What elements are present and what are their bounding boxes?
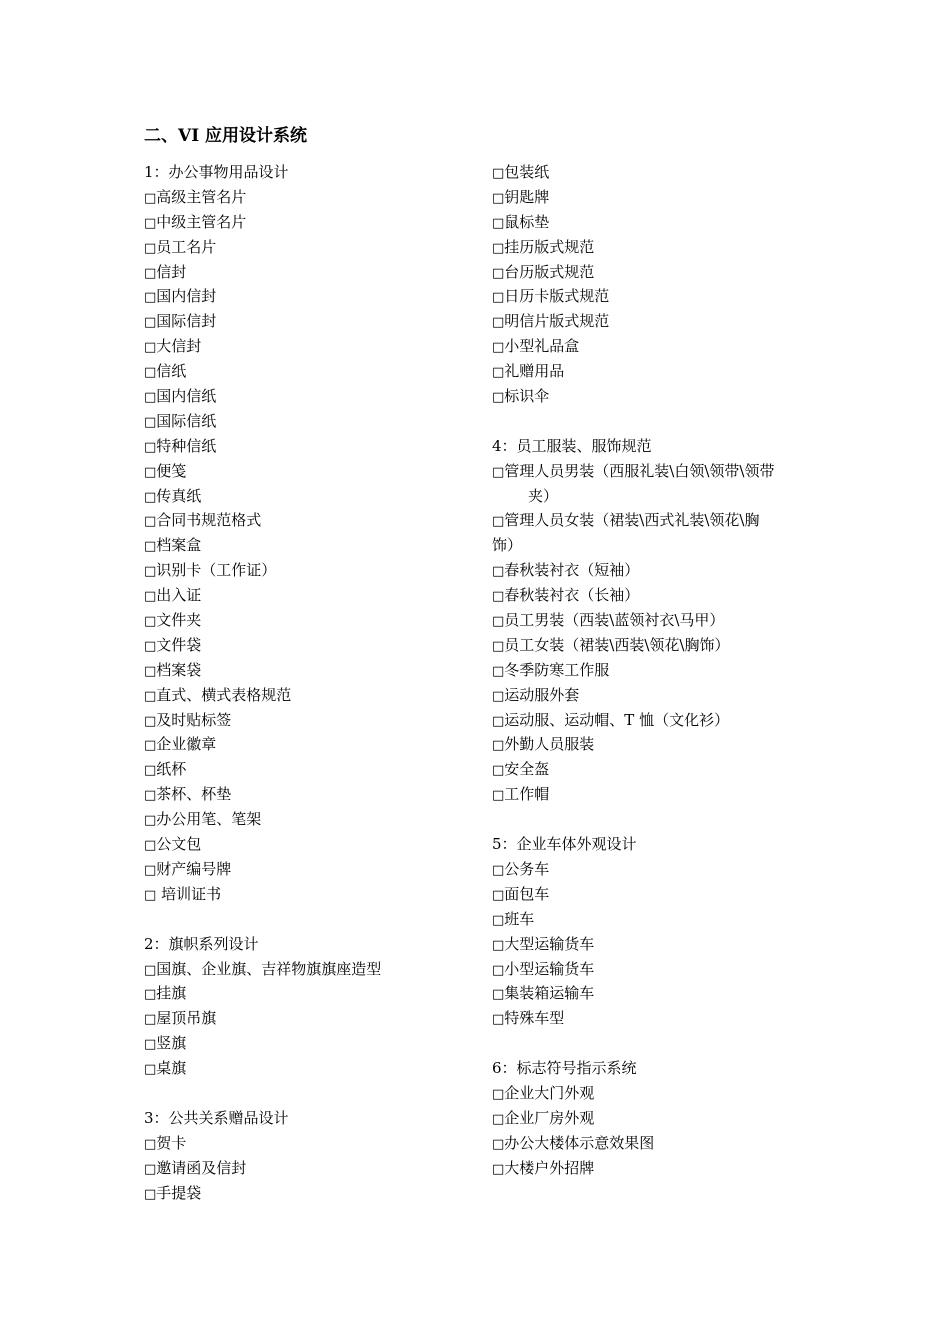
section-heading-text: 5：企业车体外观设计 (492, 835, 637, 854)
checkbox-icon: □ (144, 464, 157, 480)
list-item-label: 档案袋 (156, 660, 202, 679)
list-item (492, 907, 822, 932)
list-item (492, 882, 822, 907)
checkbox-icon: □ (492, 215, 505, 231)
list-item-label: 挂旗 (156, 984, 187, 1003)
list-item-label: 企业厂房外观 (504, 1108, 595, 1127)
section-heading (492, 434, 822, 459)
list-item (144, 384, 474, 409)
checkbox-icon: □ (492, 464, 505, 480)
section-spacer (492, 1031, 822, 1056)
section-spacer (144, 1081, 474, 1106)
list-item (144, 1056, 474, 1081)
checkbox-icon: □ (144, 340, 157, 356)
list-item (144, 434, 474, 459)
list-item (492, 1006, 822, 1031)
checkbox-icon: □ (492, 763, 505, 779)
list-item-label: 企业徽章 (156, 735, 217, 754)
checkbox-icon: □ (144, 1136, 157, 1152)
section-heading (492, 832, 822, 857)
list-item (492, 608, 822, 633)
checkbox-icon: □ (144, 862, 157, 878)
list-item-label: 面包车 (504, 884, 550, 903)
section-heading (144, 932, 474, 957)
list-item (492, 1081, 822, 1106)
list-item-label: 国际信纸 (156, 411, 217, 430)
checkbox-icon: □ (144, 290, 157, 306)
list-item (492, 658, 822, 683)
list-item-label: 员工名片 (156, 237, 217, 256)
checkbox-icon: □ (492, 589, 505, 605)
list-item (492, 708, 822, 733)
checkbox-icon: □ (492, 962, 505, 978)
list-item (144, 309, 474, 334)
checkbox-icon: □ (144, 265, 157, 281)
list-item-label: 挂历版式规范 (504, 237, 595, 256)
list-item-label: 钥匙牌 (504, 187, 550, 206)
list-item-label: 竖旗 (156, 1034, 187, 1053)
list-item (144, 334, 474, 359)
checkbox-icon: □ (144, 414, 157, 430)
list-item-label: 集装箱运输车 (504, 984, 595, 1003)
list-item-label: 邀请函及信封 (156, 1158, 247, 1177)
list-item-label: 信封 (156, 262, 187, 281)
list-item (492, 981, 822, 1006)
list-item (144, 558, 474, 583)
list-item (144, 359, 474, 384)
list-item-label: 小型礼品盒 (504, 337, 580, 356)
checkbox-icon: □ (492, 937, 505, 953)
checkbox-icon: □ (492, 340, 505, 356)
checkbox-icon: □ (144, 1062, 157, 1078)
checkbox-icon: □ (492, 862, 505, 878)
list-item-label: 直式、横式表格规范 (156, 685, 292, 704)
list-item (492, 309, 822, 334)
list-item (144, 185, 474, 210)
list-item (492, 558, 822, 583)
list-item-label: 识别卡（工作证） (156, 561, 277, 580)
list-item-label: 员工男装（西装\蓝领衬衣\马甲） (504, 611, 725, 630)
list-item (144, 782, 474, 807)
list-item-label: 标识伞 (504, 387, 550, 406)
list-item-label: 小型运输货车 (504, 959, 595, 978)
checkbox-icon: □ (492, 190, 505, 206)
list-item-label: 公务车 (504, 859, 550, 878)
list-item-label: 国内信封 (156, 287, 217, 306)
checkbox-icon: □ (144, 638, 157, 654)
list-item-label: 管理人员女装（裙装\西式礼装\领花\胸 (504, 511, 760, 530)
list-item (144, 683, 474, 708)
list-item-label: 运动服外套 (504, 685, 580, 704)
list-item (144, 583, 474, 608)
list-item-label: 办公大楼体示意效果图 (504, 1133, 655, 1152)
checkbox-icon: □ (144, 315, 157, 331)
list-item-label: 合同书规范格式 (156, 511, 262, 530)
list-item (492, 782, 822, 807)
section-heading (144, 1106, 474, 1131)
list-item-label: 饰） (492, 536, 523, 555)
list-item (492, 284, 822, 309)
list-item-label: 茶杯、杯垫 (156, 785, 232, 804)
checkbox-icon: □ (144, 190, 157, 206)
list-item (492, 334, 822, 359)
list-item (492, 160, 822, 185)
checkbox-icon: □ (492, 614, 505, 630)
list-item-label: 明信片版式规范 (504, 312, 610, 331)
checkbox-icon: □ (492, 390, 505, 406)
list-item (492, 1106, 822, 1131)
section-heading-text: 6：标志符号指示系统 (492, 1059, 637, 1078)
checkbox-icon: □ (492, 166, 505, 181)
checkbox-icon: □ (144, 539, 157, 555)
list-item (492, 1131, 822, 1156)
list-item (492, 583, 822, 608)
checkbox-icon: □ (144, 962, 157, 978)
list-item-label: 特种信纸 (156, 436, 217, 455)
checkbox-icon: □ (144, 763, 157, 779)
list-item-label: 礼赠用品 (504, 362, 565, 381)
checkbox-icon: □ (144, 564, 157, 580)
list-item (492, 185, 822, 210)
list-item-label: 大信封 (156, 337, 202, 356)
checkbox-icon: □ (492, 987, 505, 1003)
list-item (144, 508, 474, 533)
list-item (144, 1006, 474, 1031)
checkbox-icon: □ (144, 365, 157, 381)
list-item-label: 班车 (504, 909, 535, 928)
checkbox-icon: □ (144, 663, 157, 679)
list-item-label: 贺卡 (156, 1133, 187, 1152)
list-item (144, 857, 474, 882)
section-spacer (492, 409, 822, 434)
checkbox-icon: □ (492, 1012, 505, 1028)
list-item-label: 公文包 (156, 835, 202, 854)
list-item-label: 运动服、运动帽、T 恤（文化衫） (504, 710, 730, 729)
checkbox-icon: □ (492, 1111, 505, 1127)
section-heading (144, 160, 474, 185)
checkbox-icon: □ (144, 1186, 157, 1202)
list-item (492, 1156, 822, 1181)
list-item-label: 冬季防寒工作服 (504, 660, 610, 679)
list-item (144, 235, 474, 260)
list-item-label: 春秋装衬衣（短袖） (504, 561, 640, 580)
list-item (492, 757, 822, 782)
list-item-label: 鼠标垫 (504, 212, 550, 231)
list-item (144, 708, 474, 733)
list-item-label: 特殊车型 (504, 1009, 565, 1028)
list-item (492, 359, 822, 384)
list-item-label: 出入证 (156, 586, 202, 605)
list-item (492, 210, 822, 235)
section-spacer (144, 907, 474, 932)
checkbox-icon: □ (492, 1161, 505, 1177)
list-item (492, 732, 822, 757)
list-item (144, 210, 474, 235)
list-item-label: 管理人员男装（西服礼装\白领\领带\领带 (504, 461, 775, 480)
checkbox-icon: □ (144, 688, 157, 704)
checkbox-icon: □ (144, 439, 157, 455)
list-item (144, 957, 474, 982)
checkbox-icon: □ (144, 240, 157, 256)
checkbox-icon: □ (492, 638, 505, 654)
checkbox-icon: □ (492, 788, 505, 804)
checkbox-icon: □ (492, 564, 505, 580)
list-item-label: 文件夹 (156, 611, 202, 630)
list-item (492, 633, 822, 658)
checkbox-icon: □ (144, 1161, 157, 1177)
list-item-label: 文件袋 (156, 635, 202, 654)
list-item-label: 桌旗 (156, 1059, 187, 1078)
list-item-label: 高级主管名片 (156, 187, 247, 206)
list-item (492, 857, 822, 882)
section-heading-text: 4：员工服装、服饰规范 (492, 436, 652, 455)
checkbox-icon: □ (144, 813, 157, 829)
list-item (492, 235, 822, 260)
list-item-label: 夹） (528, 486, 559, 505)
list-item (144, 882, 474, 907)
list-item-label: 工作帽 (504, 785, 550, 804)
list-item-label: 中级主管名片 (156, 212, 247, 231)
list-item-continuation (492, 533, 822, 558)
checkbox-icon: □ (492, 663, 505, 679)
checkbox-icon: □ (492, 887, 505, 903)
list-item (144, 1156, 474, 1181)
list-item-label: 包装纸 (504, 163, 550, 181)
checkbox-icon: □ (492, 713, 505, 729)
list-item (144, 1031, 474, 1056)
list-item (144, 633, 474, 658)
list-item-label: 大型运输货车 (504, 934, 595, 953)
checkbox-icon: □ (144, 614, 157, 630)
list-item-label: 春秋装衬衣（长袖） (504, 586, 640, 605)
list-item (492, 957, 822, 982)
checkbox-icon: □ (144, 1037, 157, 1053)
list-item-label: 外勤人员服装 (504, 735, 595, 754)
list-item-label: 国内信纸 (156, 387, 217, 406)
checkbox-icon: □ (492, 688, 505, 704)
list-item (144, 832, 474, 857)
checkbox-icon: □ (144, 838, 157, 854)
checkbox-icon: □ (144, 788, 157, 804)
checkbox-icon: □ (144, 390, 157, 406)
section-heading (492, 1056, 822, 1081)
list-item (144, 658, 474, 683)
checkbox-icon: □ (144, 987, 157, 1003)
checkbox-icon: □ (144, 1012, 157, 1028)
list-item-continuation (492, 484, 822, 509)
checkbox-icon: □ (144, 738, 157, 754)
list-item-label: 传真纸 (156, 486, 202, 505)
checkbox-icon: □ (144, 887, 157, 903)
list-item (144, 409, 474, 434)
list-item (144, 608, 474, 633)
list-item (144, 1131, 474, 1156)
list-item-label: 档案盒 (156, 536, 202, 555)
list-item (144, 732, 474, 757)
checkbox-icon: □ (144, 489, 157, 505)
checkbox-icon: □ (144, 514, 157, 530)
list-item-label: 纸杯 (156, 760, 187, 779)
list-item-label: 企业大门外观 (504, 1083, 595, 1102)
list-item-label: 员工女装（裙装\西装\领花\胸饰） (504, 635, 730, 654)
left-column (144, 160, 474, 1205)
checkbox-icon: □ (492, 912, 505, 928)
checkbox-icon: □ (492, 1136, 505, 1152)
list-item-label: 培训证书 (156, 884, 222, 903)
list-item (492, 683, 822, 708)
list-item-label: 便笺 (156, 461, 187, 480)
list-item-label: 信纸 (156, 362, 187, 381)
list-item (144, 533, 474, 558)
checkbox-icon: □ (144, 713, 157, 729)
checkbox-icon: □ (492, 240, 505, 256)
list-item-label: 大楼户外招牌 (504, 1158, 595, 1177)
list-item (492, 459, 822, 484)
list-item-label: 国旗、企业旗、吉祥物旗旗座造型 (156, 959, 382, 978)
list-item (492, 260, 822, 285)
list-item (144, 981, 474, 1006)
list-item (144, 459, 474, 484)
list-item (144, 757, 474, 782)
checkbox-icon: □ (144, 215, 157, 231)
list-item-label: 办公用笔、笔架 (156, 810, 262, 829)
list-item-label: 安全盔 (504, 760, 550, 779)
list-item-label: 手提袋 (156, 1183, 202, 1202)
list-item (144, 1181, 474, 1206)
list-item (144, 260, 474, 285)
checkbox-icon: □ (492, 265, 505, 281)
section-heading-text: 2：旗帜系列设计 (144, 934, 259, 953)
list-item-label: 日历卡版式规范 (504, 287, 610, 306)
checkbox-icon: □ (144, 589, 157, 605)
list-item-label: 国际信封 (156, 312, 217, 331)
list-item (492, 508, 822, 533)
checkbox-icon: □ (492, 738, 505, 754)
section-heading-text: 3：公共关系赠品设计 (144, 1108, 289, 1127)
checkbox-icon: □ (492, 1086, 505, 1102)
list-item-label: 财产编号牌 (156, 859, 232, 878)
list-item-label: 台历版式规范 (504, 262, 595, 281)
checkbox-icon: □ (492, 290, 505, 306)
checkbox-icon: □ (492, 365, 505, 381)
list-item (492, 932, 822, 957)
list-item (492, 384, 822, 409)
checkbox-icon: □ (492, 514, 505, 530)
page-title: 二、VI 应用设计系统 (144, 126, 308, 146)
list-item-label: 及时贴标签 (156, 710, 232, 729)
section-heading-text: 1：办公事物用品设计 (144, 163, 289, 181)
list-item (144, 484, 474, 509)
checkbox-icon: □ (492, 315, 505, 331)
list-item-label: 屋顶吊旗 (156, 1009, 217, 1028)
section-spacer (492, 807, 822, 832)
right-column (492, 160, 822, 1181)
list-item (144, 807, 474, 832)
list-item (144, 284, 474, 309)
